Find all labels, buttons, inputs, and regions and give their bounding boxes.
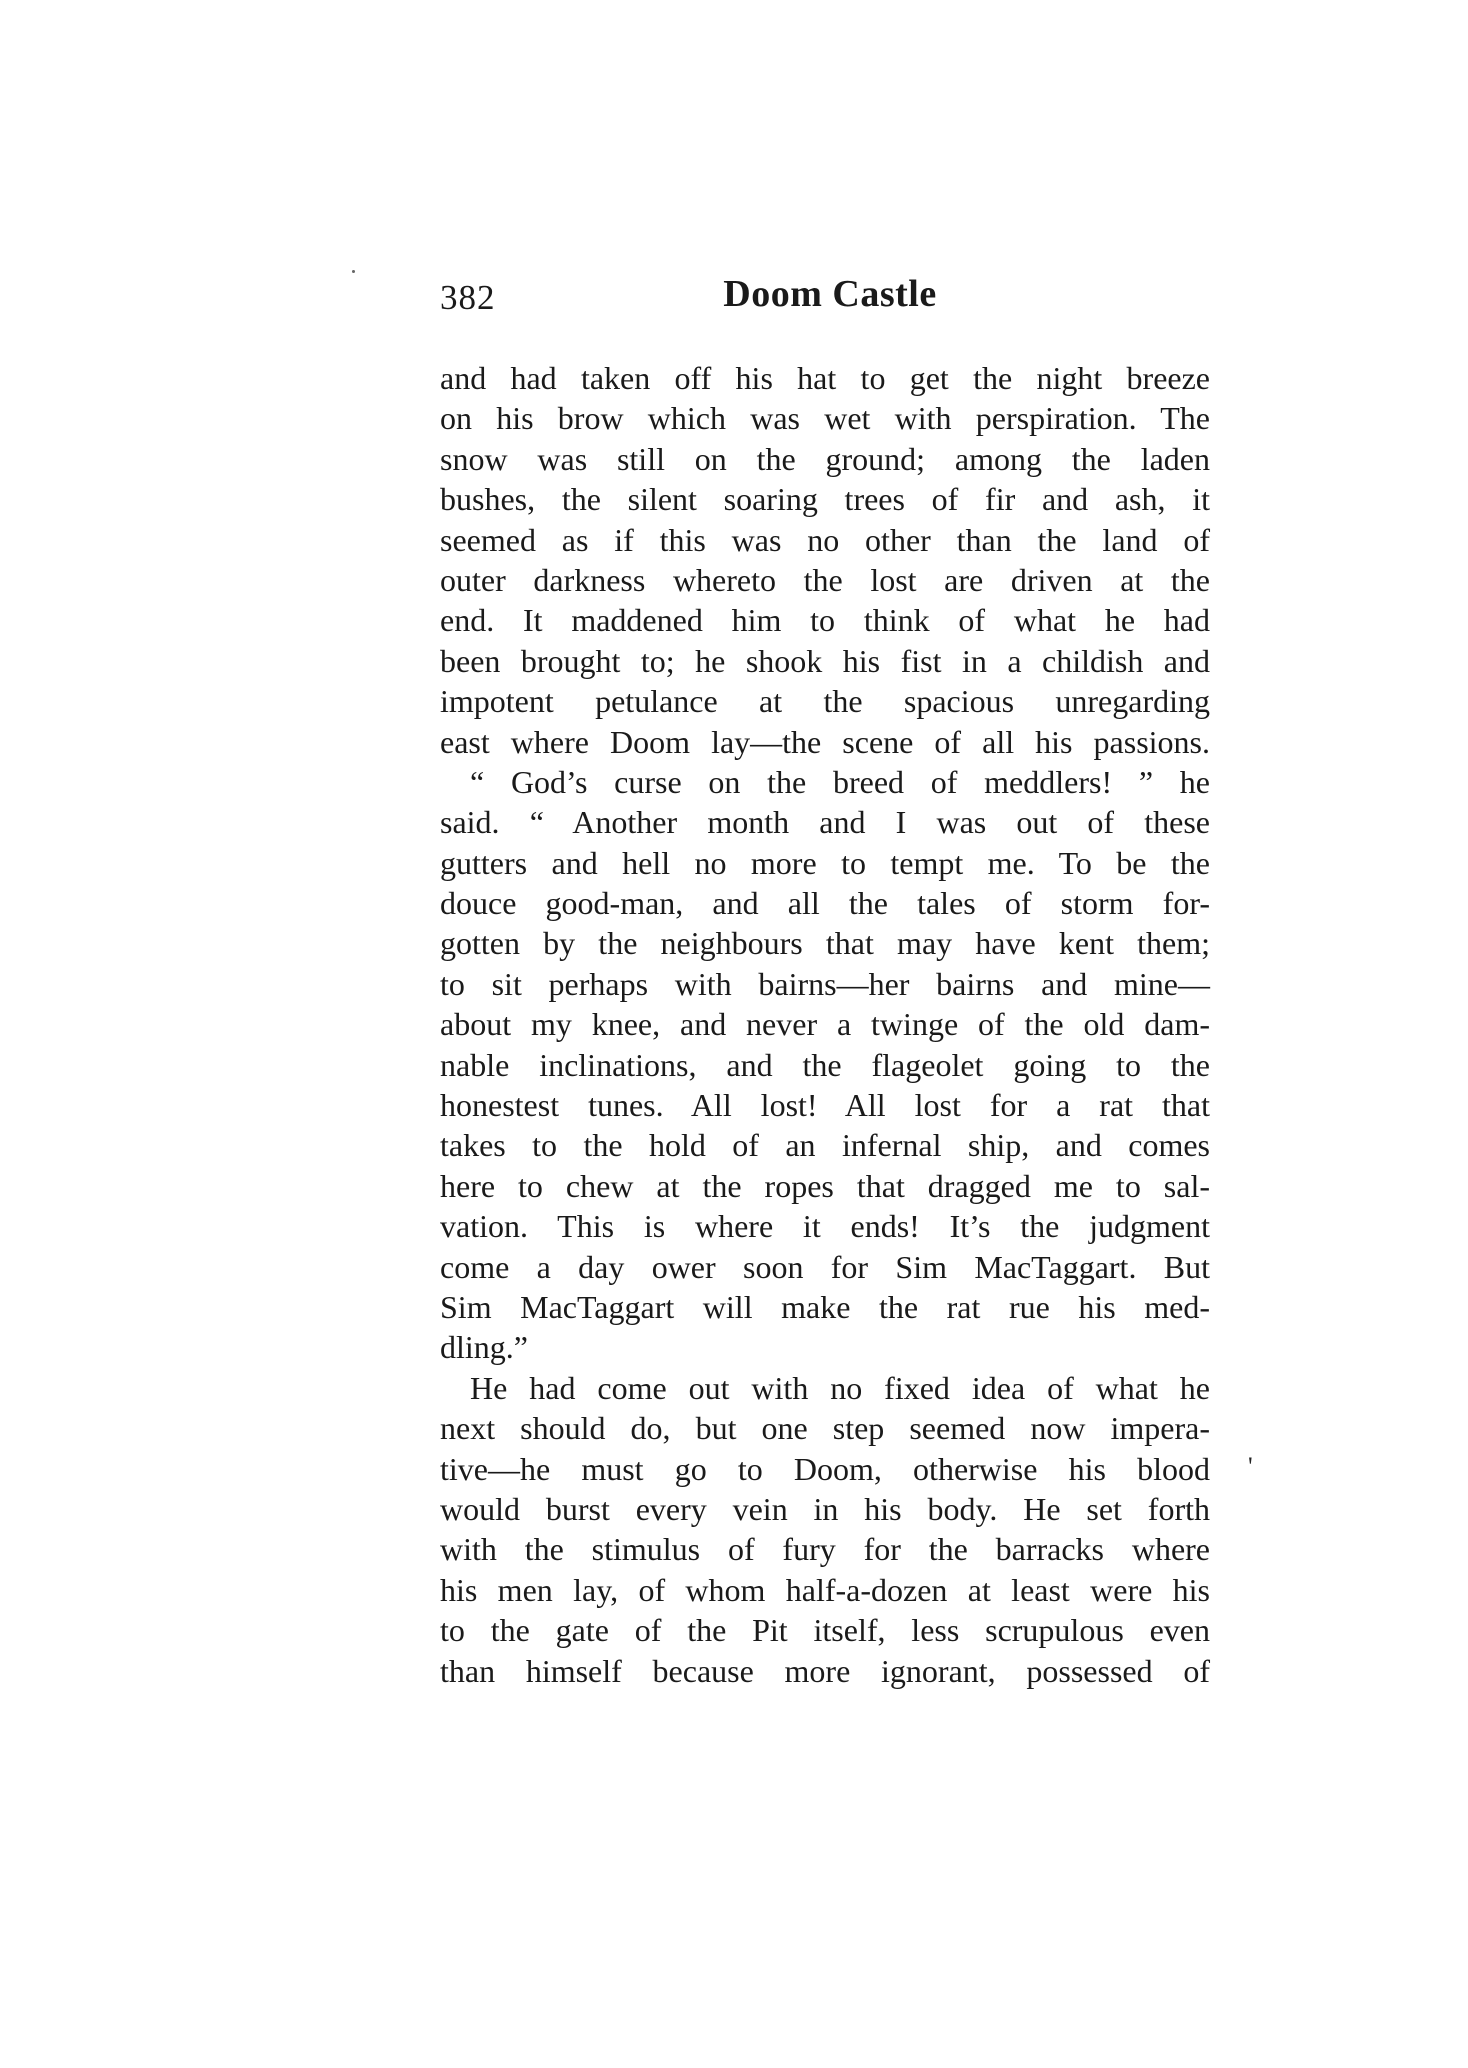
text-line: bushes, the silent soaring trees of fir and ash, it bbox=[440, 481, 1210, 518]
text-line: on his brow which was wet with perspiration. The bbox=[440, 400, 1210, 437]
text-line: east where Doom lay—the scene of all his passions. bbox=[440, 723, 1210, 760]
text-line: to the gate of the Pit itself, less scrupulous even bbox=[440, 1612, 1210, 1649]
text-line: with the stimulus of fury for the barracks where bbox=[440, 1531, 1210, 1568]
text-line: to sit perhaps with bairns—her bairns and mine— bbox=[440, 965, 1210, 1002]
text-line: gutters and hell no more to tempt me. To be the bbox=[440, 844, 1210, 881]
text-line: outer darkness whereto the lost are driven at the bbox=[440, 561, 1210, 598]
text-line: He had come out with no fixed idea of what he bbox=[470, 1369, 1210, 1406]
ink-speck bbox=[352, 270, 355, 273]
text-line: nable inclinations, and the flageolet going to the bbox=[440, 1046, 1210, 1083]
text-line: impotent petulance at the spacious unregarding bbox=[440, 683, 1210, 720]
text-line: about my knee, and never a twinge of the old dam- bbox=[440, 1006, 1210, 1043]
text-line: next should do, but one step seemed now impera- bbox=[440, 1410, 1210, 1447]
page-header bbox=[440, 272, 1220, 328]
text-line: “ God’s curse on the breed of meddlers! ” he bbox=[470, 763, 1210, 800]
text-line: vation. This is where it ends! It’s the judgment bbox=[440, 1208, 1210, 1245]
page-number: 382 bbox=[440, 278, 496, 317]
text-line: Sim MacTaggart will make the rat rue his med- bbox=[440, 1288, 1210, 1325]
text-line: douce good-man, and all the tales of storm for- bbox=[440, 885, 1210, 922]
body-text bbox=[440, 358, 1210, 1691]
text-line: and had taken off his hat to get the night breeze bbox=[440, 360, 1210, 396]
text-line: come a day ower soon for Sim MacTaggart. But bbox=[440, 1248, 1210, 1285]
text-line: here to chew at the ropes that dragged me to sal- bbox=[440, 1167, 1210, 1204]
text-line: his men lay, of whom half-a-dozen at least were his bbox=[440, 1571, 1210, 1608]
margin-mark: ' bbox=[1248, 1452, 1253, 1481]
text-line: honestest tunes. All lost! All lost for a rat that bbox=[440, 1087, 1210, 1124]
text-line: tive—he must go to Doom, otherwise his blood bbox=[440, 1450, 1210, 1487]
text-line: gotten by the neighbours that may have kent them; bbox=[440, 925, 1210, 962]
text-line: been brought to; he shook his fist in a childish and bbox=[440, 642, 1210, 679]
text-line: said. “ Another month and I was out of these bbox=[440, 804, 1210, 841]
text-line: would burst every vein in his body. He set forth bbox=[440, 1490, 1210, 1527]
text-line: snow was still on the ground; among the laden bbox=[440, 440, 1210, 477]
text-line: end. It maddened him to think of what he had bbox=[440, 602, 1210, 639]
text-line: than himself because more ignorant, possessed of bbox=[440, 1652, 1210, 1689]
text-line: takes to the hold of an infernal ship, and comes bbox=[440, 1127, 1210, 1164]
text-line: dling.” bbox=[440, 1329, 528, 1366]
text-line: seemed as if this was no other than the land of bbox=[440, 521, 1210, 558]
running-title: Doom Castle bbox=[723, 273, 937, 315]
